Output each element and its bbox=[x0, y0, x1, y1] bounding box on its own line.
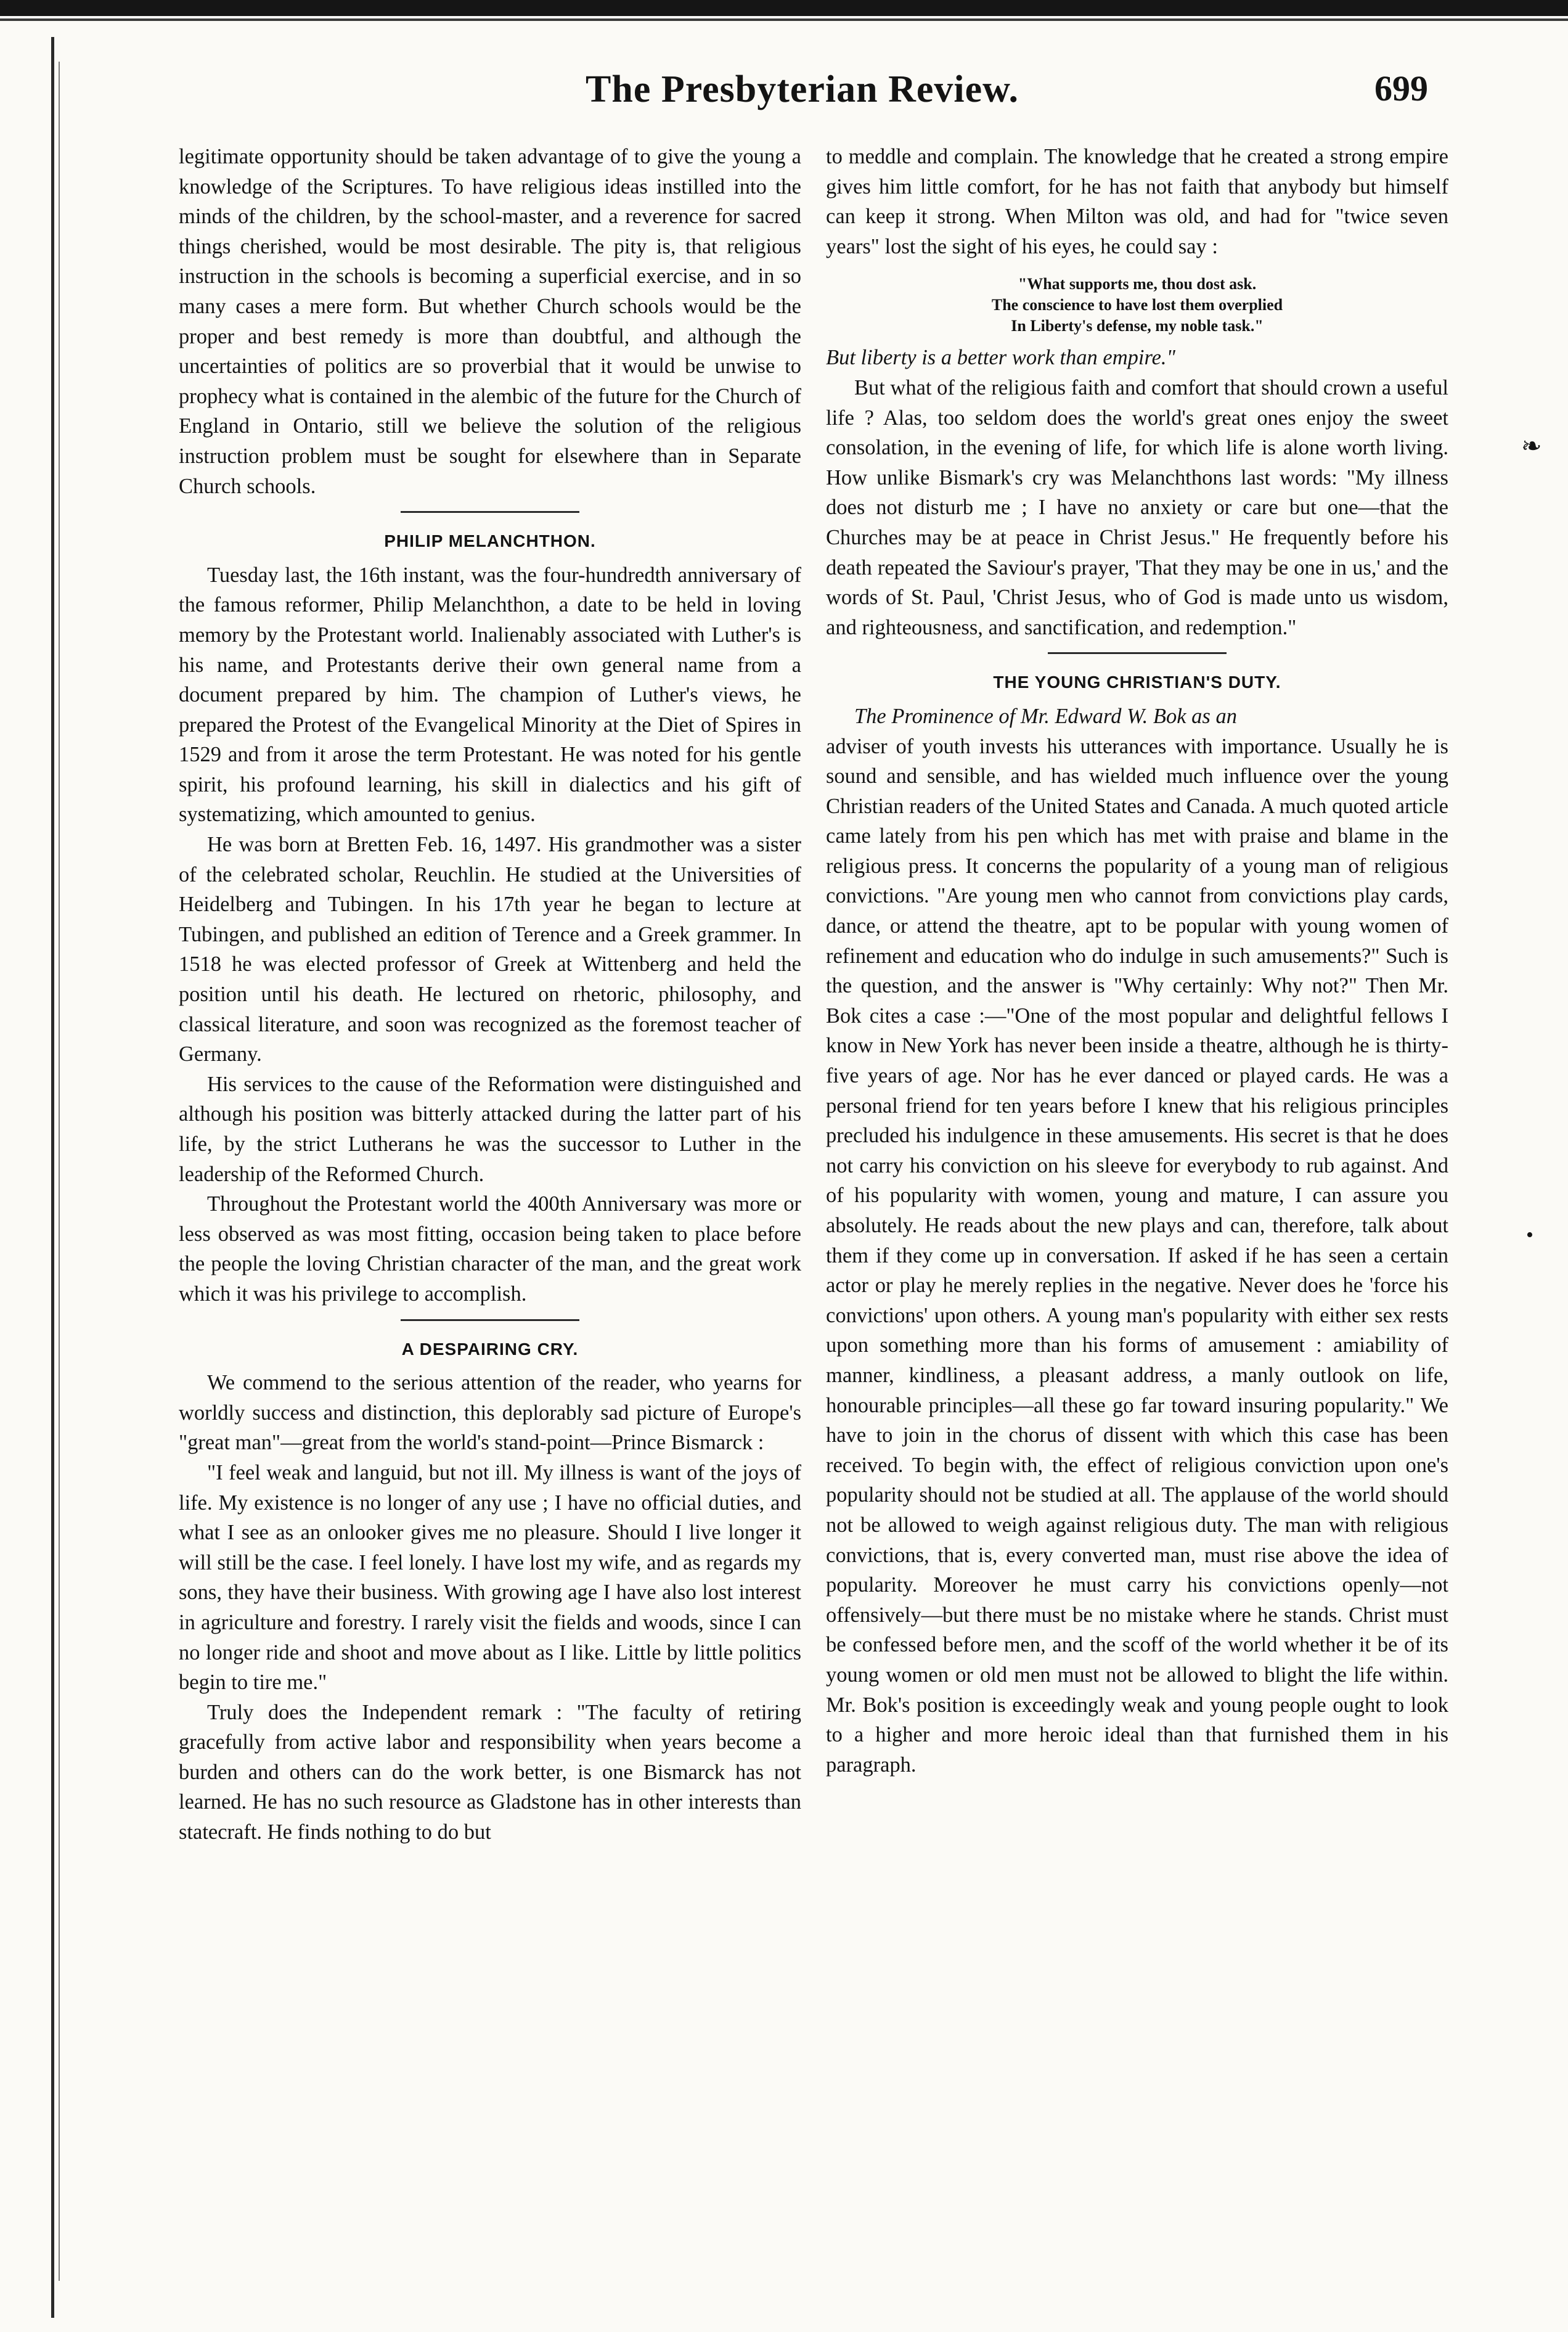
duty-heading: THE YOUNG CHRISTIAN'S DUTY. bbox=[993, 673, 1281, 692]
melanchthon-paragraph: His services to the cause of the Reformation were distinguished and although his position was bitterly attacked during the latter part of his life, by the strict Lutherans he was the successor to Luther in the leadership of the Reformed Church. bbox=[179, 1072, 801, 1186]
melanchthon-heading: PHILIP MELANCHTHON. bbox=[384, 531, 596, 551]
page-binding-edge bbox=[34, 37, 71, 2318]
bismarck-quote: "I feel weak and languid, but not ill. My illness is want of the joys of life. My existence is no longer of any use ; I have no official duties, and what I see as an onlooker gives me no pleasure. Should I live longer it will still be the case. I feel lonely. I have lost my wife, and as regards my sons, they have their business. With growing age I have also lost interest in agriculture and forestry. I rarely visit the fields and woods, since I can no longer ride and shoot and move about as I like. Little by little politics begin to tire me." bbox=[179, 1460, 801, 1695]
despairing-paragraph: Truly does the Independent remark : "The faculty of retiring gracefully from active labor and responsibility when years become a burden and others can do the work better, is one Bismarck has not learned. He has no such resource as Gladstone has in other interests than statecraft. He finds nothing to do but bbox=[179, 1700, 801, 1844]
after-poem-line: But liberty is a better work than empire." bbox=[826, 346, 1176, 370]
page-number: 699 bbox=[1374, 68, 1428, 108]
top-scan-line bbox=[0, 18, 1568, 21]
continued-paragraph: to meddle and complain. The knowledge that he created a strong empire gives him little comfort, for he has not faith that anybody but himself can keep it strong. When Milton was old, and had for "twice seven years" lost the sight of his eyes, he could say : bbox=[826, 145, 1448, 258]
despairing-heading: A DESPAIRING CRY. bbox=[401, 1339, 579, 1359]
faith-paragraph: But what of the religious faith and comfort that should crown a useful life ? Alas, too seldom does the world's great ones enjoy the sweet consolation, in the evening of life, for which life is alone worth living. How unlike Bismark's cry was Melanchthons last words: "My illness does not disturb me ; I have no anxiety or care but one—that the Churches may be at peace in Christ Jesus." He frequently before his death repeated the Saviour's prayer, 'That they may be one in us,' and the words of St. Paul, 'Christ Jesus, who of God is made unto us wisdom, and righteousness, and sanctification, and redemption." bbox=[826, 375, 1448, 639]
right-column bbox=[826, 142, 1448, 1780]
binding-line bbox=[51, 37, 54, 2318]
poem-line: "What supports me, thou dost ask. bbox=[1018, 275, 1257, 293]
melanchthon-paragraph: He was born at Bretten Feb. 16, 1497. His grandmother was a sister of the celebrated scholar, Reuchlin. He studied at the Universities of Heidelberg and Tubingen. In his 17th year he began to lecture at Tubingen, and published an edition of Terence and a Greek grammer. In 1518 he was elected professor of Greek at Wittenberg and held the position until his death. He lectured on rhetoric, philosophy, and classical literature, and soon was recognized as the foremost teacher of Germany. bbox=[179, 833, 801, 1066]
intro-paragraph: legitimate opportunity should be taken advantage of to give the young a knowledge of the Scriptures. To have religious ideas instilled into the minds of the children, by the school-master, and a reverence for sacred things cherished, would be most desirable. The pity is, that religious instruction in the schools is becoming a superficial exercise, and in so many cases a mere form. But whether Church schools would be the proper and best remedy is more than doubtful, and although the uncertainties of politics are so proverbial that it would be unwise to prophecy what is contained in the alembic of the future for the Church of England in Ontario, still we believe the solution of the religious instruction problem must be sought for elsewhere than in Separate Church schools. bbox=[179, 145, 801, 498]
left-column bbox=[179, 142, 801, 1847]
section-rule bbox=[401, 511, 579, 513]
milton-quote bbox=[826, 274, 1448, 337]
top-scan-band bbox=[0, 0, 1568, 16]
margin-mark: ❧ bbox=[1521, 432, 1542, 460]
journal-title: The Presbyterian Review. bbox=[586, 68, 1019, 110]
poem-line: The conscience to have lost them overplied bbox=[991, 296, 1283, 314]
binding-shadow bbox=[59, 62, 60, 2281]
poem-line: In Liberty's defense, my noble task." bbox=[1011, 317, 1264, 335]
section-rule bbox=[401, 1319, 579, 1321]
despairing-paragraph: We commend to the serious attention of the reader, who yearns for worldly success and distinction, this deplorably sad picture of Europe's "great man"—great from the world's stand-point—Prince Bismarck : bbox=[179, 1371, 801, 1455]
duty-paragraph: adviser of youth invests his utterances with importance. Usually he is sound and sensible, and has wielded much influence over the young Christian readers of the United States and Canada. A much quoted article came lately from his pen which has met with praise and blame in the religious press. It concerns the popularity of a young man of religious convictions. "Are young men who cannot from convictions play cards, dance, or attend the theatre, apt to be popular with young women of refinement and education who do indulge in such amusements?" Such is the question, and the answer is "Why certainly: Why not?" Then Mr. Bok cites a case :—"One of the most popular and delightful fellows I know in New York has never been inside a theatre, although he is thirty-five years of age. Nor has he ever danced or played cards. He was a personal friend for ten years before I knew that his religious principles precluded his indulgence in these amusements. His secret is that he does not carry his conviction on his sleeve for everybody to rub against. And of his popularity with women, young and mature, I can assure you absolutely. He reads about the new plays and can, therefore, talk about them if they come up in conversation. If asked if he has seen a certain actor or play he merely replies in the negative. Never does he 'force his convictions' upon others. A young man's popularity with either sex rests upon something more than his forms of amusement : amiability of manner, kindliness, a pleasant address, a manly outlook on life, honourable principles—all these go far toward insuring popularity." We have to join in the chorus of dissent with which this case has been received. To begin with, the effect of religious conviction upon one's popularity should not be studied at all. The applause of the world should not be allowed to weigh against religious duty. The man with religious convictions, that is, every converted man, must rise above the idea of popularity. Moreover he must carry his convictions openly—not offensively—but there must be no mistake where he stands. Christ must be confessed before men, and the scoff of the world whether it be of its young women or old men must not be allowed to blight the life within. Mr. Bok's position is exceedingly weak and young people ought to look to a higher and more heroic ideal than that furnished them in his paragraph. bbox=[826, 734, 1448, 1777]
melanchthon-paragraph: Throughout the Protestant world the 400th Anniversary was more or less observed as was most fitting, occasion being taken to place before the people the loving Christian character of the man, and the great work which it was his privilege to accomplish. bbox=[179, 1192, 801, 1306]
section-rule bbox=[1048, 652, 1227, 654]
duty-lead: The Prominence of Mr. Edward W. Bok as an bbox=[854, 704, 1237, 728]
margin-mark: • bbox=[1526, 1224, 1533, 1246]
melanchthon-paragraph: Tuesday last, the 16th instant, was the four-hundredth anniversary of the famous reformer, Philip Melanchthon, a date to be held in loving memory by the Protestant world. Inalienably associated with Luther's is his name, and Protestants derive their own general name from a document prepared by him. The champion of Luther's views, he prepared the Protest of the Evangelical Minority at the Diet of Spires in 1529 and from it arose the term Protestant. He was noted for his gentle spirit, his profound learning, his skill in dialectics and his gift of systematizing, which amounted to genius. bbox=[179, 563, 801, 827]
